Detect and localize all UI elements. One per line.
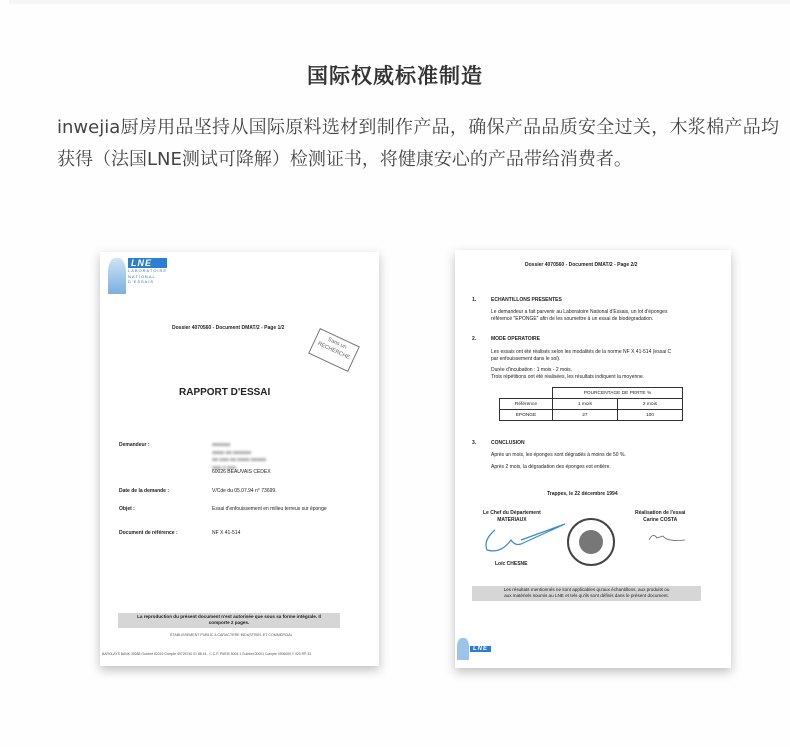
stamp: Sans un RECHERCHE	[308, 328, 360, 372]
text: Après un mois, les éponges sont dégradés à moins de 50 %.	[491, 452, 626, 458]
notice-box	[472, 586, 701, 601]
lne-logo	[457, 638, 491, 660]
label: Demandeur :	[119, 442, 150, 448]
footer-bank: BARCLAYS BANK 35088 Guichet 62019 Compte 49726740 01 88 44 - C.C.P. PARIS 5004 1 Guichet 00001 Compte 0906009 Y 020 RP 33	[102, 652, 312, 656]
value: 60026 BEAUVAIS CEDEX	[212, 469, 271, 475]
signature-icon	[481, 520, 571, 560]
certificate-page-2	[455, 250, 731, 668]
realisation-block	[635, 510, 685, 523]
seal-icon	[567, 518, 615, 566]
text: Les essais ont été réalisés selon les modalités de la norme NF X 41-514 (essai C	[491, 349, 672, 355]
results-table	[499, 387, 683, 421]
text: référencé "EPONGE" afin de les soumettre à un essai de biodégradation.	[491, 316, 654, 322]
section-num: 3.	[472, 440, 477, 446]
table-cell: 2 mois	[617, 399, 682, 410]
table-cell: 100	[617, 410, 682, 421]
doc-title: RAPPORT D'ESSAI	[179, 387, 271, 398]
section-title: ECHANTILLONS PRESENTES	[491, 297, 562, 303]
text: par enfouissement dans le sol).	[491, 356, 561, 362]
text: Après 2 mois, la dégradation des éponges est entière.	[491, 464, 611, 470]
place-date: Trappes, le 22 décembre 1994	[547, 491, 618, 497]
label: Objet :	[119, 506, 135, 512]
text: Trois répétitions ont été réalisées, les résultats indiquent la moyenne.	[491, 374, 645, 380]
value: Essai d'enfouissement en milieu terreux sur éponge	[212, 506, 327, 512]
section-num: 1.	[472, 297, 477, 303]
text: Carine COSTA	[643, 516, 678, 523]
table-header: POURCENTAGE DE PERTE %	[552, 388, 682, 399]
logo-sub: LABORATOIRE	[128, 268, 168, 273]
notice-box: La reproduction du présent document n'est autorisée que sous sa forme intégrale. Il comporte 2 pages.	[118, 613, 340, 628]
text: MATERIAUX	[497, 516, 527, 523]
section-title: 国际权威标准制造	[307, 64, 483, 88]
label: Document de référence :	[119, 530, 178, 536]
logo-sub: D'ESSAIS	[128, 279, 155, 285]
chief-name: Loïc CHESNE	[495, 561, 528, 567]
blurred-address: ■■■■■■ ■■■■ ■■ ■■■■■■ ■■ ■■■ ■■ ■■■■ ■■■■■ ■■■ ■ ■■■	[212, 442, 266, 471]
text: aux matériels soumis au LNE et tels qu'ils sont définis dans le présent document.	[504, 593, 669, 599]
text: Les résultats mentionnés ne sont applicables qu'aux échantillons, aux produits ou	[503, 587, 670, 592]
certificate-page-1	[100, 252, 379, 666]
table-cell: EPONGE	[500, 410, 553, 421]
table-cell: 27	[552, 410, 617, 421]
text: Durée d'incubation : 1 mois - 2 mois.	[491, 367, 572, 373]
text: Le Chef du Département	[483, 510, 541, 516]
section-title: CONCLUSION	[491, 440, 525, 446]
footer: ETABLISSEMENT PUBLIC A CARACTERE INDUSTRIEL ET COMMERCIAL	[170, 633, 293, 637]
logo-text: LNE	[128, 258, 167, 268]
table-cell: 1 mois	[552, 399, 617, 410]
text: Le demandeur a fait parvenir au Laboratoire National d'Essais, un lot d'éponges	[491, 309, 668, 315]
intro-paragraph: inwejia厨房用品坚持从国际原料选材到制作产品，确保产品品质安全过关，木浆棉产品均获得（法国LNE测试可降解）检测证书，将健康安心的产品带给消费者。	[57, 117, 779, 170]
logo-text: LNE	[470, 646, 491, 652]
doc-header: Dossier 4070560 - Document DMAT/2 - Page 1/2	[172, 325, 285, 331]
value: V/Cde du 05.07.94 n° 73699.	[212, 488, 277, 494]
logo-sub: NATIONAL	[128, 273, 156, 279]
section-title: MODE OPERATOIRE	[491, 336, 540, 342]
marianne-icon	[457, 638, 469, 660]
marianne-icon	[108, 258, 126, 294]
top-divider	[9, 0, 790, 4]
text: Réalisation de l'essai	[635, 510, 686, 516]
table-cell: Référence	[500, 399, 553, 410]
section-num: 2.	[472, 336, 477, 342]
doc-header: Dossier 4070560 - Document DMAT/2 - Page 2/2	[525, 262, 638, 268]
value: NF X 41-514	[212, 530, 241, 536]
label: Date de la demande :	[119, 488, 170, 494]
signature-icon	[647, 530, 687, 544]
lne-logo	[108, 258, 167, 294]
